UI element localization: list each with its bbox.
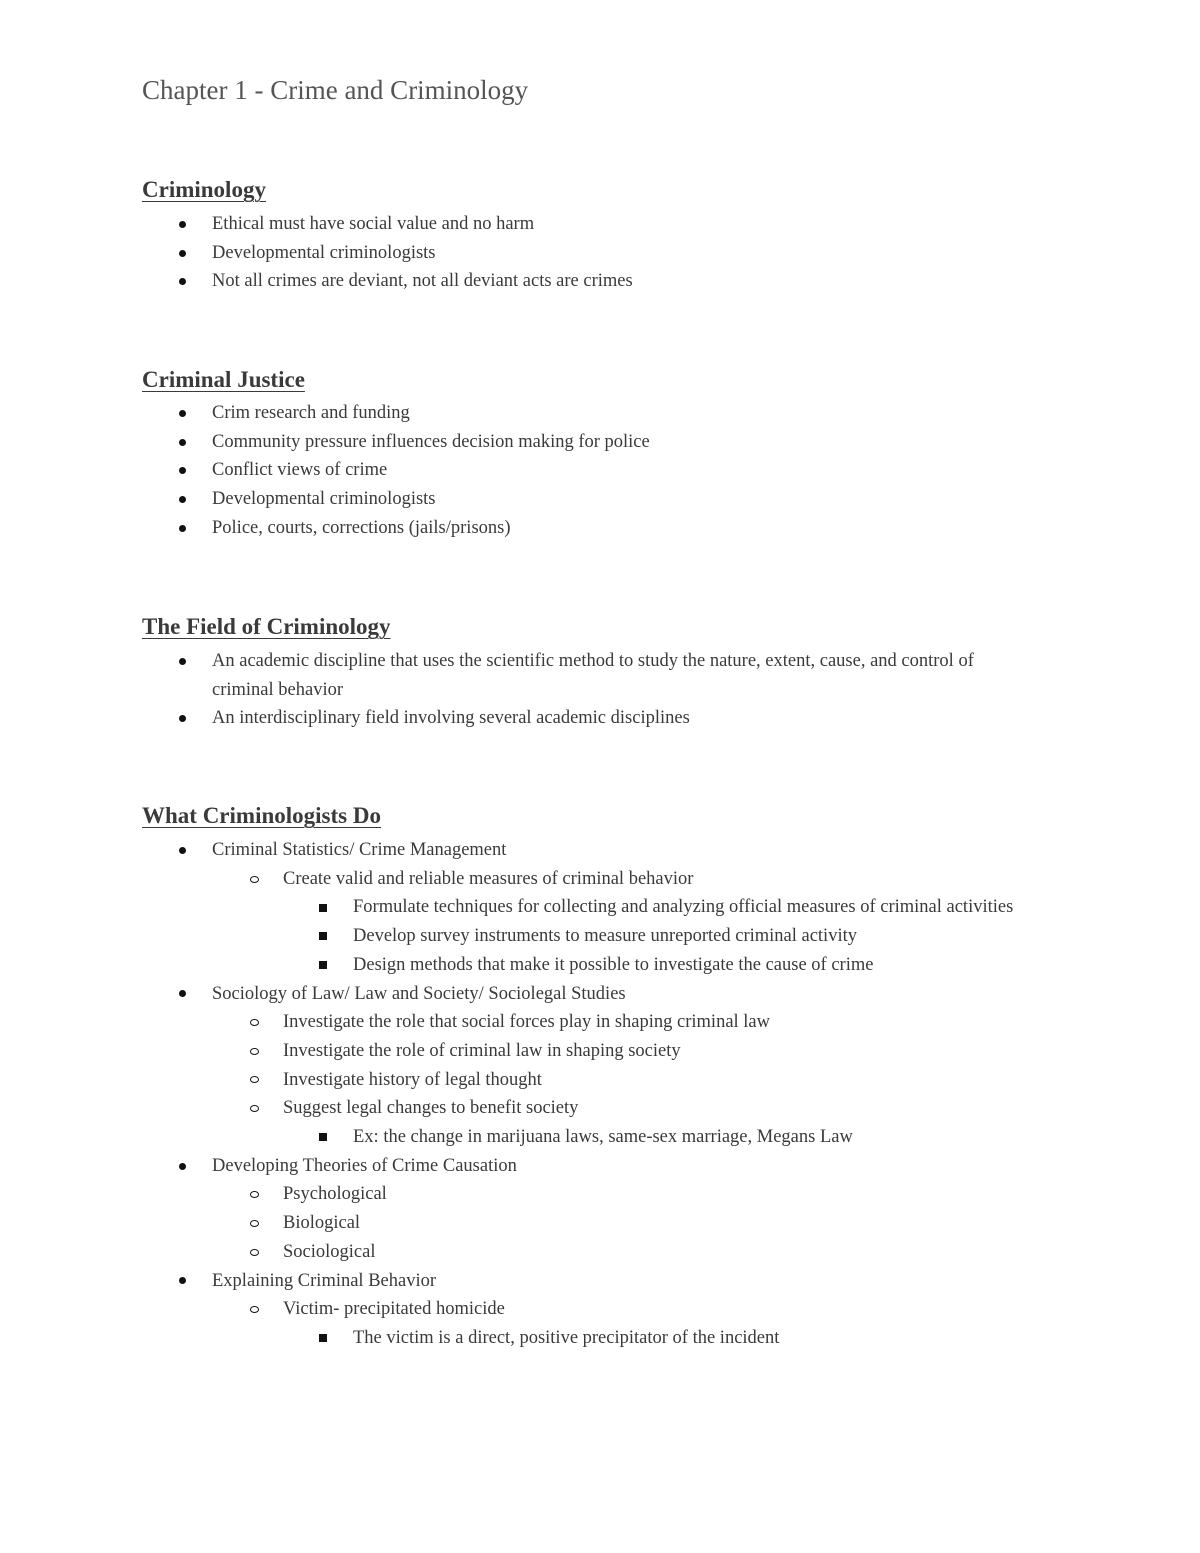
bullet-disc-icon [179,847,186,854]
bullet-disc-icon [179,1163,186,1170]
list-item: Investigate history of legal thought [142,1066,1062,1095]
bullet-disc-icon [179,658,186,665]
bullet-disc-icon [179,250,186,257]
bullet-square-icon [319,1334,327,1342]
section-heading: What Criminologists Do [142,803,381,828]
bullet-disc-icon [179,990,186,997]
bullet-list [142,836,1062,1353]
bullet-square-icon [319,961,327,969]
bullet-disc-icon [179,525,186,532]
section-what-criminologists-do [142,800,1062,1353]
bullet-disc-icon [179,1277,186,1284]
bullet-circle-icon [250,1019,259,1026]
section-field-of-criminology [142,611,1062,733]
section-heading: The Field of Criminology [142,614,391,639]
bullet-square-icon [319,1133,327,1141]
list-item: Conflict views of crime [142,456,1062,485]
list-item: Sociological [142,1238,1062,1267]
bullet-disc-icon [179,221,186,228]
list-item: Ex: the change in marijuana laws, same-sex marriage, Megans Law [142,1123,1062,1152]
bullet-disc-icon [179,496,186,503]
list-item: Not all crimes are deviant, not all deviant acts are crimes [142,267,1062,296]
bullet-list [142,210,1062,296]
list-item: An academic discipline that uses the scientific method to study the nature, extent, cause, and control of criminal behavior [142,647,1062,704]
list-item: Psychological [142,1180,1062,1209]
bullet-disc-icon [179,278,186,285]
section-heading: Criminology [142,177,266,202]
section-criminology [142,174,1062,296]
list-item: Create valid and reliable measures of criminal behavior [142,865,1062,894]
bullet-circle-icon [250,1076,259,1083]
bullet-disc-icon [179,410,186,417]
list-item: Developing Theories of Crime Causation [142,1152,1062,1181]
list-item: Explaining Criminal Behavior [142,1267,1062,1296]
list-item: Ethical must have social value and no harm [142,210,1062,239]
bullet-square-icon [319,904,327,912]
bullet-square-icon [319,932,327,940]
bullet-circle-icon [250,876,259,883]
list-item: Investigate the role that social forces play in shaping criminal law [142,1008,1062,1037]
bullet-disc-icon [179,467,186,474]
list-item: Investigate the role of criminal law in shaping society [142,1037,1062,1066]
section-heading: Criminal Justice [142,367,305,392]
bullet-disc-icon [179,715,186,722]
list-item: Criminal Statistics/ Crime Management [142,836,1062,865]
bullet-list [142,399,1062,543]
list-item: Formulate techniques for collecting and analyzing official measures of criminal activities [142,893,1062,922]
list-item: Suggest legal changes to benefit society [142,1094,1062,1123]
bullet-disc-icon [179,439,186,446]
bullet-circle-icon [250,1306,259,1313]
list-item: Biological [142,1209,1062,1238]
list-item: Community pressure influences decision making for police [142,428,1062,457]
page-title: Chapter 1 - Crime and Criminology [142,75,529,105]
section-criminal-justice [142,364,1062,543]
list-item: Sociology of Law/ Law and Society/ Sociolegal Studies [142,980,1062,1009]
list-item: Crim research and funding [142,399,1062,428]
bullet-circle-icon [250,1191,259,1198]
list-item: An interdisciplinary field involving several academic disciplines [142,704,1062,733]
bullet-circle-icon [250,1048,259,1055]
list-item: Design methods that make it possible to investigate the cause of crime [142,951,1062,980]
list-item: The victim is a direct, positive precipitator of the incident [142,1324,1062,1353]
bullet-list [142,647,1062,733]
bullet-circle-icon [250,1220,259,1227]
document-page [142,72,1062,1348]
list-item: Developmental criminologists [142,239,1062,268]
bullet-circle-icon [250,1249,259,1256]
list-item: Police, courts, corrections (jails/prisons) [142,514,1062,543]
list-item: Developmental criminologists [142,485,1062,514]
list-item: Victim- precipitated homicide [142,1295,1062,1324]
bullet-circle-icon [250,1105,259,1112]
list-item: Develop survey instruments to measure unreported criminal activity [142,922,1062,951]
